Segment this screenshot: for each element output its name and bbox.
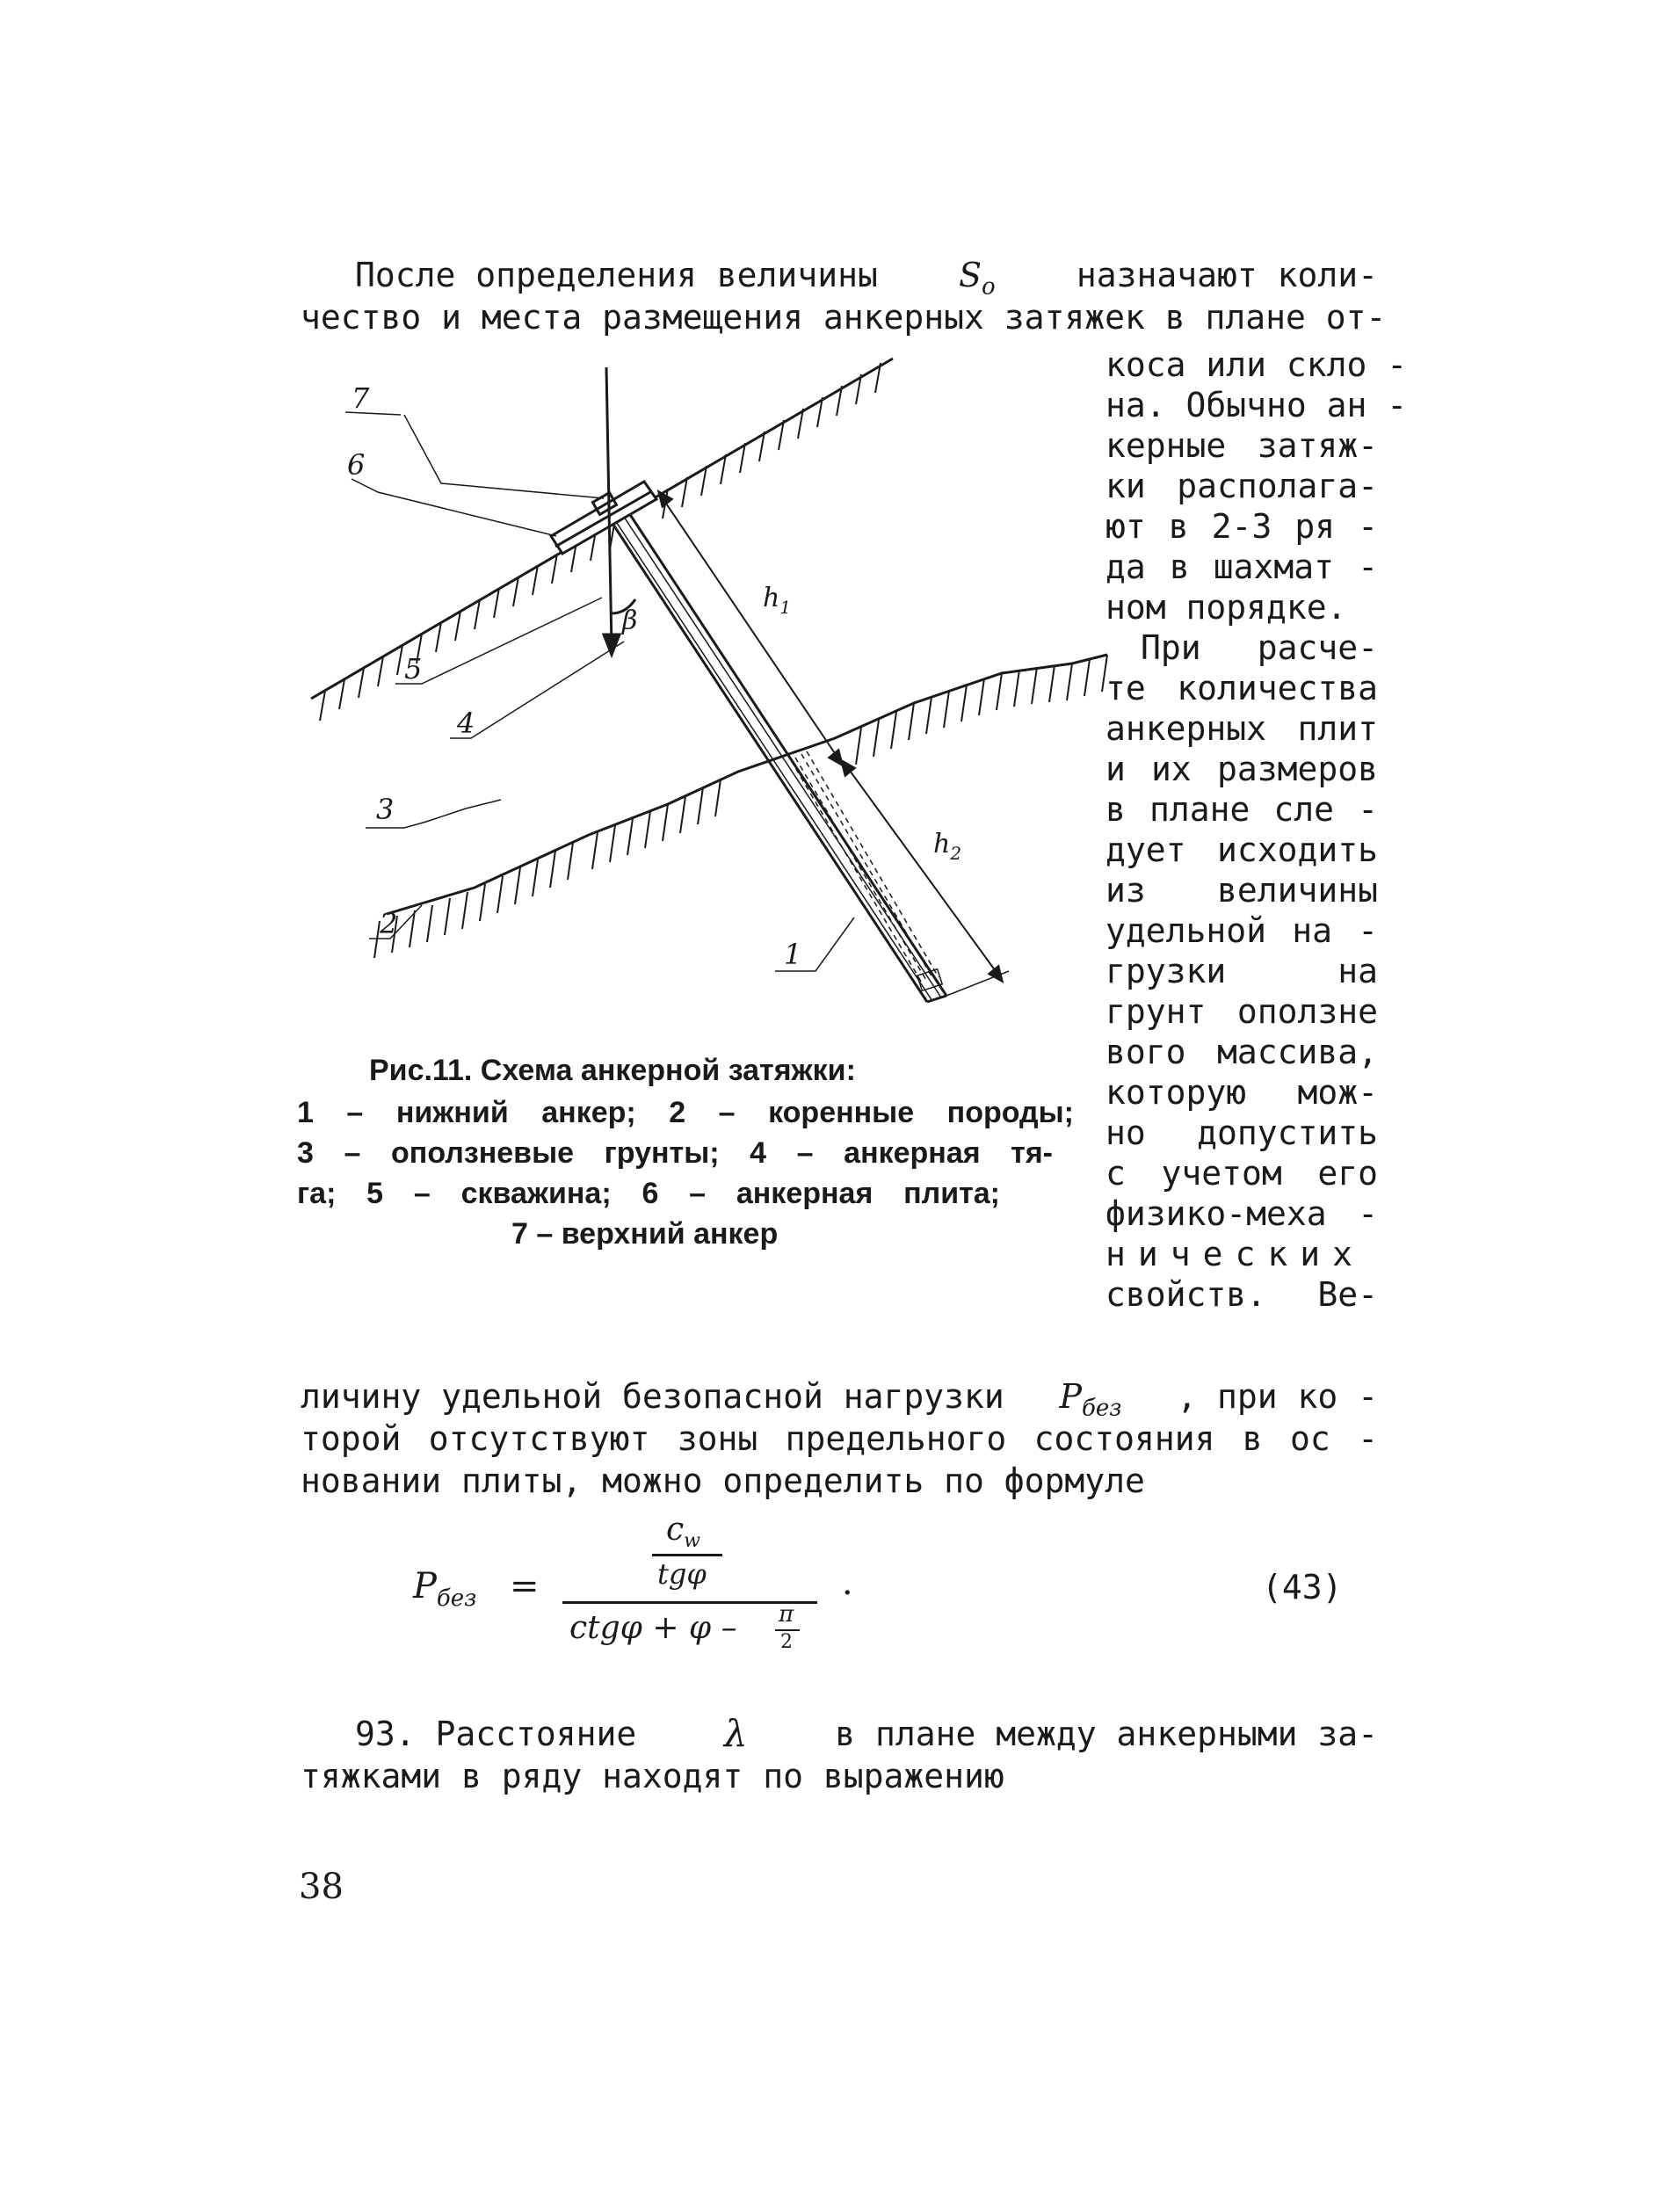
formula-denominator: ctgφ + φ – bbox=[569, 1610, 737, 1646]
side-line: При расче- bbox=[1141, 628, 1378, 667]
label-5: 5 bbox=[404, 652, 423, 685]
page-number: 38 bbox=[299, 1867, 344, 1907]
figure-caption-line: 1 – нижний анкер; 2 – коренные породы; bbox=[297, 1096, 1074, 1129]
side-line: в плане сле - bbox=[1105, 790, 1378, 829]
side-line: грузки на bbox=[1105, 952, 1378, 990]
section-93-line-1-a: 93. Расстояние bbox=[355, 1715, 637, 1753]
side-line: которую мож- bbox=[1105, 1073, 1378, 1112]
label-4: 4 bbox=[457, 707, 475, 740]
formula-num-bottom: tgφ bbox=[657, 1557, 707, 1591]
after-line-2: торой отсутствуют зоны предельного состояния в ос - bbox=[301, 1419, 1378, 1458]
formula-two: 2 bbox=[780, 1631, 793, 1653]
side-line: на. Обычно ан - bbox=[1105, 386, 1408, 424]
formula-lhs: $P_{без}$ bbox=[413, 1566, 477, 1612]
lower-anchor-grout bbox=[791, 751, 942, 990]
section-93-line-2: тяжками в ряду находят по выражению bbox=[301, 1757, 1004, 1795]
side-line: физико-меха - bbox=[1105, 1194, 1378, 1233]
intro-line-2: чество и места размещения анкерных затяжек в плане от- bbox=[301, 298, 1387, 337]
formula-equals: = bbox=[510, 1566, 540, 1606]
figure-caption-line: 7 – верхний анкер bbox=[511, 1217, 779, 1251]
section-93-line-1 bbox=[355, 1714, 1378, 1754]
intro-line-1-b: назначают коли- bbox=[1076, 256, 1378, 294]
section-93-line-1-b: в плане между анкерными за- bbox=[835, 1715, 1378, 1753]
side-line: и их размеров bbox=[1105, 750, 1378, 788]
side-line: анкерных плит bbox=[1105, 709, 1378, 748]
side-line: удельной на - bbox=[1105, 911, 1378, 950]
after-line-1-b: , при ко - bbox=[1177, 1377, 1378, 1416]
side-line: нических bbox=[1105, 1235, 1366, 1273]
label-3: 3 bbox=[376, 793, 395, 826]
intro-line-1-a: После определения величины bbox=[355, 256, 878, 294]
label-h2: $h_2$ bbox=[933, 829, 962, 864]
side-line: да в шахмат - bbox=[1105, 548, 1378, 586]
side-line: из величины bbox=[1105, 871, 1378, 910]
figure-caption-line: 3 – оползневые грунты; 4 – анкерная тя- bbox=[297, 1136, 1053, 1170]
label-h1: $h_1$ bbox=[763, 583, 792, 618]
side-line: с учетом его bbox=[1105, 1154, 1378, 1193]
label-7: 7 bbox=[352, 381, 370, 415]
side-line: ют в 2-3 ря - bbox=[1105, 507, 1378, 546]
side-line: те количества bbox=[1105, 669, 1378, 707]
label-1: 1 bbox=[784, 938, 802, 971]
formula-dot: · bbox=[842, 1573, 853, 1614]
figure-caption-title: Рис.11. Схема анкерной затяжки: bbox=[369, 1054, 856, 1087]
side-line: свойств. Ве- bbox=[1105, 1275, 1378, 1314]
anchor-diagram bbox=[299, 352, 1362, 1046]
bedrock-hatching bbox=[374, 655, 1107, 958]
inner-fraction-bar bbox=[652, 1554, 722, 1556]
dimension-h2 bbox=[845, 765, 1000, 977]
label-6: 6 bbox=[347, 448, 366, 482]
formula-43 bbox=[413, 1512, 1380, 1661]
after-line-1-a: личину удельной безопасной нагрузки bbox=[301, 1377, 1004, 1416]
side-line: ном порядке. bbox=[1105, 588, 1347, 627]
symbol-lambda: λ bbox=[723, 1712, 748, 1755]
dimension-h1 bbox=[661, 496, 840, 761]
side-line: коса или скло - bbox=[1105, 345, 1408, 384]
formula-num-top: $c_w$ bbox=[666, 1512, 701, 1553]
formula-number: (43) bbox=[1262, 1568, 1343, 1606]
side-line: вого массива, bbox=[1105, 1033, 1378, 1071]
label-beta: β bbox=[622, 606, 638, 636]
label-2: 2 bbox=[380, 907, 398, 940]
side-line: но допустить bbox=[1105, 1113, 1378, 1152]
side-line: дует исходить bbox=[1105, 830, 1378, 869]
side-line: грунт оползне bbox=[1105, 992, 1378, 1031]
side-line: ки располага- bbox=[1105, 467, 1378, 505]
formula-pi: π bbox=[779, 1601, 794, 1628]
after-line-3: новании плиты, можно определить по формуле bbox=[301, 1461, 1145, 1500]
side-line: керные затяж- bbox=[1105, 426, 1378, 465]
symbol-s0: $S_o$ bbox=[958, 256, 996, 301]
figure-caption-line: га; 5 – скважина; 6 – анкерная плита; bbox=[297, 1177, 1000, 1210]
symbol-p-bez: $P_{без}$ bbox=[1059, 1377, 1122, 1422]
